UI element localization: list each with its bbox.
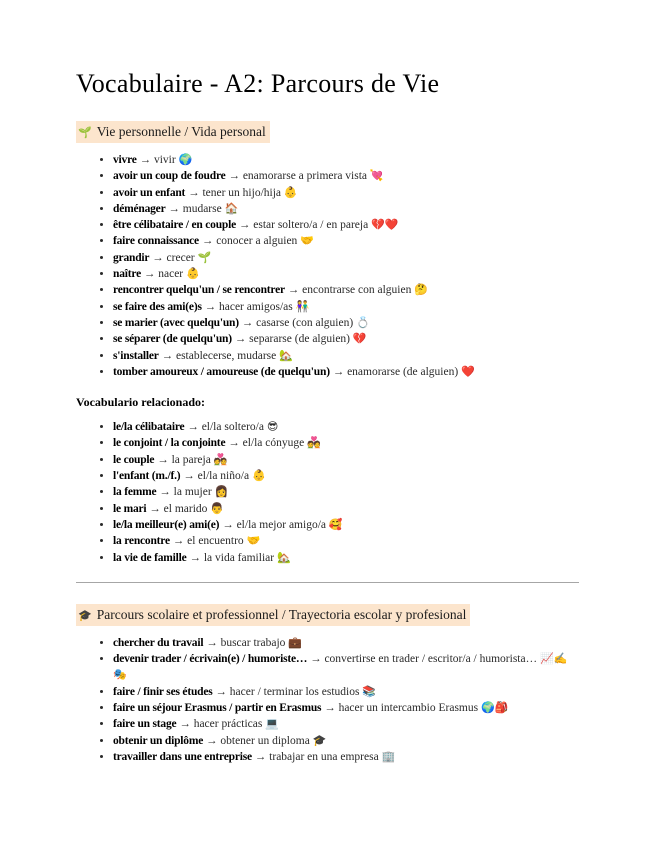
vocab-item <box>113 168 579 184</box>
term-french: rencontrer quelqu'un / se rencontrer <box>113 284 285 297</box>
house-with-garden-icon: 🏡 <box>279 348 293 362</box>
vocab-item <box>113 700 579 716</box>
arrow-icon: → <box>203 636 221 649</box>
translation-spanish: buscar trabajo <box>220 636 289 649</box>
arrow-icon: → <box>238 316 257 329</box>
translation-spanish: trabajar en una empresa <box>269 750 382 763</box>
two-friends-icon: 👫 <box>295 299 310 313</box>
translation-spanish: la mujer <box>173 486 215 499</box>
vocab-item <box>113 501 579 517</box>
translation-spanish: convertirse en trader / escritor/a / humorista… <box>324 653 540 666</box>
man-icon: 👨 <box>210 501 224 515</box>
globe-and-backpack-icons: 🌍🎒 <box>480 701 509 715</box>
section-heading-row <box>76 604 579 626</box>
term-french: le conjoint / la conjointe <box>113 437 226 450</box>
verb-list-professional <box>76 635 579 765</box>
term-french: se marier (avec quelqu'un) <box>113 316 239 329</box>
term-french: faire un stage <box>113 718 177 731</box>
baby-icon: 👶 <box>251 469 266 483</box>
baby-icon: 👶 <box>283 185 298 199</box>
arrow-icon: → <box>154 453 172 466</box>
house-with-garden-icon: 🏡 <box>276 550 291 564</box>
couple-with-heart-icon: 💑 <box>213 452 228 466</box>
vocab-item <box>113 266 579 282</box>
vocab-item <box>113 716 579 732</box>
vocab-item <box>113 635 579 651</box>
vocab-item <box>113 684 579 700</box>
graduation-cap-icon: 🎓 <box>78 608 92 622</box>
translation-spanish: la vida familiar <box>203 551 277 564</box>
translation-spanish: establecerse, mudarse <box>175 349 280 362</box>
arrow-icon: → <box>180 470 198 483</box>
term-french: grandir <box>113 251 150 264</box>
translation-spanish: el encuentro <box>187 535 247 548</box>
term-french: obtenir un diplôme <box>113 734 204 747</box>
translation-spanish: el/la niño/a <box>197 470 252 483</box>
term-french: se séparer (de quelqu'un) <box>113 333 232 346</box>
term-french: la femme <box>113 486 157 499</box>
house-icon: 🏠 <box>224 201 239 215</box>
arrow-icon: → <box>321 702 339 715</box>
translation-spanish: nacer <box>158 268 187 281</box>
sunglasses-face-icon: 😎 <box>266 420 279 434</box>
term-french: se faire des ami(e)s <box>113 300 202 313</box>
arrow-icon: → <box>140 268 159 281</box>
arrow-icon: → <box>212 685 230 698</box>
translation-spanish: enamorarse a primera vista <box>242 170 370 183</box>
handshake-icon: 🤝 <box>246 534 261 548</box>
woman-icon: 👩 <box>214 485 229 499</box>
translation-spanish: mudarse <box>182 202 225 215</box>
translation-spanish: enamorarse (de alguien) <box>347 365 462 378</box>
term-french: le couple <box>113 453 155 466</box>
translation-spanish: hacer / terminar los estudios <box>229 685 363 698</box>
arrow-icon: → <box>236 219 254 232</box>
translation-spanish: obtener un diploma <box>220 734 313 747</box>
term-french: faire connaissance <box>113 235 199 248</box>
arrow-icon: → <box>307 653 325 666</box>
vocab-item <box>113 331 579 347</box>
arrow-icon: → <box>203 734 221 747</box>
translation-spanish: casarse (con alguien) <box>256 316 357 329</box>
arrow-icon: → <box>149 251 167 264</box>
arrow-icon: → <box>186 551 204 564</box>
term-french: la rencontre <box>113 535 170 548</box>
term-french: faire / finir ses études <box>113 685 213 698</box>
translation-spanish: separarse (de alguien) <box>249 333 353 346</box>
related-vocab-heading: Vocabulario relacionado: <box>76 395 206 410</box>
broken-heart-icon: 💔 <box>352 332 367 346</box>
term-french: travailler dans une entreprise <box>113 750 252 763</box>
vocab-item <box>113 233 579 249</box>
vocab-item <box>113 484 579 500</box>
office-building-icon: 🏢 <box>381 749 396 763</box>
ring-icon: 💍 <box>356 315 370 329</box>
thinking-face-icon: 🤔 <box>414 283 428 297</box>
vocab-item <box>113 348 579 364</box>
heart-with-arrow-icon: 💘 <box>369 169 384 183</box>
translation-spanish: tener un hijo/hija <box>202 186 284 199</box>
vocab-item <box>113 250 579 266</box>
term-french: naître <box>113 268 141 281</box>
related-vocab-list <box>76 419 579 566</box>
translation-spanish: hacer amigos/as <box>218 300 296 313</box>
verb-list-personal <box>76 152 579 380</box>
term-french: faire un séjour Erasmus / partir en Erasmus <box>113 702 322 715</box>
section-heading-parcours <box>76 604 470 626</box>
term-french: le mari <box>113 502 147 515</box>
seedling-icon: 🌱 <box>78 126 92 139</box>
vocab-item <box>113 152 579 168</box>
vocab-item <box>113 419 579 435</box>
baby-icon: 👶 <box>186 267 200 281</box>
handshake-icon: 🤝 <box>300 234 314 248</box>
translation-spanish: vivir <box>153 154 179 166</box>
seedling-icon: 🌱 <box>197 250 212 264</box>
term-french: chercher du travail <box>113 636 204 649</box>
couple-with-heart-icon: 💑 <box>307 436 321 450</box>
vocab-item <box>113 452 579 468</box>
section-parcours-scolaire <box>76 604 579 765</box>
vocab-item <box>113 468 579 484</box>
term-french: l'enfant (m./f.) <box>113 470 181 483</box>
translation-spanish: conocer a alguien <box>216 235 301 248</box>
arrow-icon: → <box>225 437 243 450</box>
red-heart-icon: ❤️ <box>461 364 475 378</box>
translation-spanish: el/la soltero/a <box>201 421 267 434</box>
arrow-icon: → <box>201 300 219 313</box>
arrow-icon: → <box>198 235 217 248</box>
arrow-icon: → <box>165 202 183 215</box>
vocab-item <box>113 364 579 380</box>
arrow-icon: → <box>284 284 303 297</box>
smiling-face-with-hearts-icon: 🥰 <box>328 517 343 531</box>
translation-spanish: el/la mejor amigo/a <box>236 518 329 531</box>
arrow-icon: → <box>158 349 176 362</box>
arrow-icon: → <box>176 718 194 731</box>
vocab-item <box>113 299 579 315</box>
vocab-item <box>113 435 579 451</box>
vocab-item <box>113 651 579 684</box>
section-heading-vie-personnelle <box>76 121 270 143</box>
arrow-icon: → <box>329 365 348 378</box>
term-french: vivre <box>113 154 137 166</box>
term-french: avoir un coup de foudre <box>113 170 226 183</box>
books-icon: 📚 <box>362 684 377 698</box>
vocab-item <box>113 282 579 298</box>
translation-spanish: hacer prácticas <box>193 718 266 731</box>
broken-heart-and-heart-icon: 💔❤️ <box>371 218 399 232</box>
page-title: Vocabulaire - A2: Parcours de Vie <box>76 69 440 98</box>
translation-spanish: el/la cónyuge <box>242 437 308 450</box>
vocab-item <box>113 517 579 533</box>
arrow-icon: → <box>169 535 188 548</box>
term-french: avoir un enfant <box>113 186 186 199</box>
briefcase-icon: 💼 <box>288 635 302 649</box>
section-heading-label: Parcours scolaire et professionnel / Trayectoria escolar y profesional <box>96 606 467 622</box>
vocab-item <box>113 201 579 217</box>
section-heading-row <box>76 121 579 143</box>
section-divider <box>76 582 579 583</box>
vocab-item <box>113 533 579 549</box>
arrow-icon: → <box>156 486 174 499</box>
translation-spanish: encontrarse con alguien <box>302 284 415 297</box>
term-french: déménager <box>113 202 166 215</box>
term-french: s'installer <box>113 349 159 362</box>
arrow-icon: → <box>219 518 237 531</box>
term-french: le/la meilleur(e) ami(e) <box>113 518 220 531</box>
term-french: devenir trader / écrivain(e) / humoriste… <box>113 653 308 666</box>
laptop-icon: 💻 <box>265 717 279 731</box>
vocab-item <box>113 733 579 749</box>
term-french: la vie de famille <box>113 551 187 564</box>
chart-writing-hand-masks-icons: 📈✍️🎭 <box>113 652 568 682</box>
translation-spanish: hacer un intercambio Erasmus <box>338 702 481 715</box>
arrow-icon: → <box>136 154 154 166</box>
term-french: le/la célibataire <box>113 421 185 434</box>
vocab-item <box>113 749 579 765</box>
vocab-item <box>113 217 579 233</box>
translation-spanish: crecer <box>166 251 198 264</box>
arrow-icon: → <box>251 750 270 763</box>
vocab-item <box>113 185 579 201</box>
section-vie-personnelle <box>76 121 579 566</box>
graduation-cap-icon: 🎓 <box>312 733 327 747</box>
section-heading-label: Vie personnelle / Vida personal <box>96 124 266 139</box>
translation-spanish: el marido <box>163 502 211 515</box>
term-french: tomber amoureux / amoureuse (de quelqu'un) <box>113 365 330 378</box>
translation-spanish: estar soltero/a / en pareja <box>253 219 372 232</box>
arrow-icon: → <box>146 502 164 515</box>
term-french: être célibataire / en couple <box>113 219 236 232</box>
arrow-icon: → <box>225 170 243 183</box>
vocab-item <box>113 550 579 566</box>
translation-spanish: la pareja <box>171 453 214 466</box>
globe-icon: 🌍 <box>178 153 193 166</box>
arrow-icon: → <box>231 333 250 346</box>
vocab-item <box>113 315 579 331</box>
arrow-icon: → <box>185 186 203 199</box>
arrow-icon: → <box>184 421 202 434</box>
